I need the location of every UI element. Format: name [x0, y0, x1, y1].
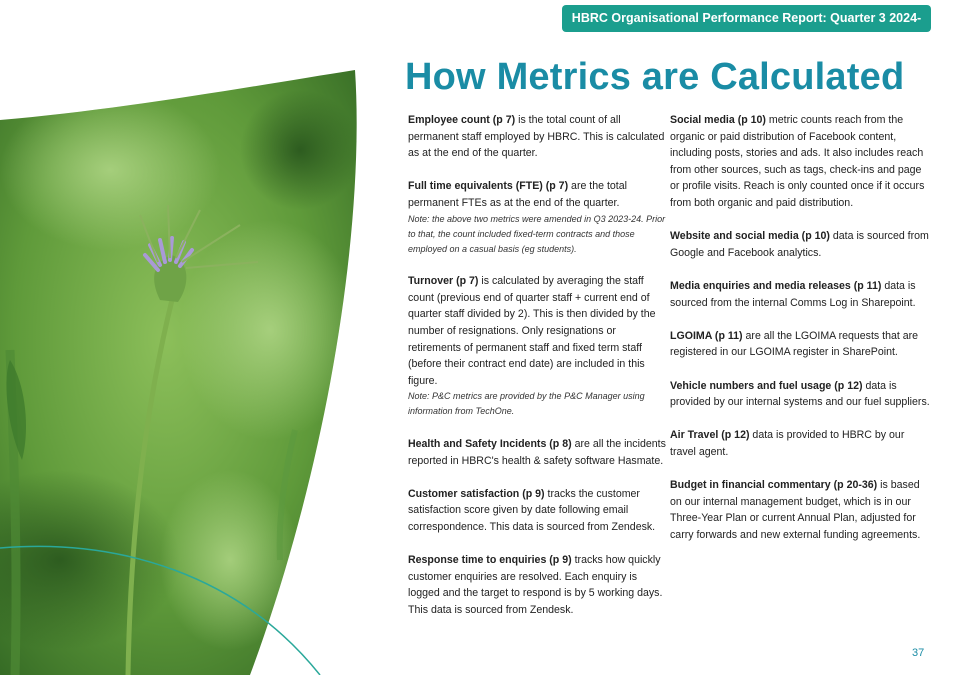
metric-entry-fte: [408, 178, 666, 256]
metric-entry-health-safety: [408, 436, 666, 469]
metric-entry-website-social: [670, 228, 932, 261]
page-title: How Metrics are Calculated: [405, 56, 905, 98]
metric-term: Air Travel (p 12): [670, 429, 750, 442]
metric-term: Website and social media (p 10): [670, 230, 830, 243]
metric-term: Health and Safety Incidents (p 8): [408, 437, 572, 450]
metric-description: is calculated by averaging the staff count (previous end of quarter staff + current end of quarter staff divided by 2). This is then divided by the number of resignations. Only resignations or retirements of permanent staff and fixed term staff (before their contract end date) are included in this figure.: [408, 275, 656, 387]
metric-description: tracks the customer satisfaction score given by date following email correspondence. This data is sourced from Zendesk.: [408, 487, 656, 533]
metric-description: data is provided by our internal systems and our fuel suppliers.: [670, 379, 930, 409]
left-column: [408, 112, 666, 635]
page-number: 37: [912, 647, 925, 659]
metric-entry-response-time: [408, 552, 666, 618]
metric-description: are all the LGOIMA requests that are registered in our LGOIMA register in SharePoint.: [670, 329, 919, 359]
metric-term: Media enquiries and media releases (p 11): [670, 279, 882, 292]
metric-description: metric counts reach from the organic or paid distribution of Facebook content, including posts, stories and ads. It also includes reach from other sources, such as tags, check-ins and page or profile visits. Reach is only counted once if it occurs from both organic and paid distribution.: [670, 114, 925, 209]
metric-note: Note: the above two metrics were amended in Q3 2023-24. Prior to that, the count included fixed-term contracts and those employed on a casual basis (eg students).: [408, 213, 666, 254]
metric-term: Vehicle numbers and fuel usage (p 12): [670, 379, 863, 392]
right-column: [670, 112, 932, 560]
metric-term: Employee count (p 7): [408, 114, 516, 126]
metric-entry-turnover: [408, 273, 666, 419]
metric-term: Social media (p 10): [670, 114, 766, 126]
metric-description: data is sourced from the internal Comms Log in Sharepoint.: [670, 279, 916, 309]
metric-term: Full time equivalents (FTE) (p 7): [408, 180, 569, 193]
metric-description: are the total permanent FTEs as at the end of the quarter.: [408, 180, 628, 209]
metric-term: Customer satisfaction (p 9): [408, 487, 545, 500]
metric-term: Turnover (p 7): [408, 275, 479, 288]
metric-entry-media-enquiries: [670, 278, 932, 311]
metric-note: Note: P&C metrics are provided by the P&C Manager using information from TechOne.: [408, 391, 645, 417]
metric-description: data is provided to HBRC by our travel agent.: [670, 429, 905, 458]
metric-entry-employee-count: [408, 112, 666, 162]
metric-term: LGOIMA (p 11): [670, 329, 743, 342]
metric-description: are all the incidents reported in HBRC's health & safety software Hasmate.: [408, 437, 666, 467]
metric-term: Budget in financial commentary (p 20-36): [670, 479, 878, 492]
metric-description: is the total count of all permanent staff employed by HBRC. This is calculated as at the end of the quarter.: [408, 114, 665, 160]
metric-entry-lgoima: [670, 328, 932, 361]
metric-entry-vehicle-fuel: [670, 378, 932, 411]
report-header-badge: HBRC Organisational Performance Report: Quarter 3 2024-2025: [562, 5, 931, 32]
metric-entry-budget: [670, 477, 932, 543]
metric-entry-air-travel: [670, 427, 932, 460]
metric-description: data is sourced from Google and Facebook analytics.: [670, 230, 929, 259]
metric-description: is based on our internal management budget, which is in our Three-Year Plan or current Annual Plan, adjusted for carry forwards and new external funding agreements.: [670, 479, 921, 541]
metric-description: tracks how quickly customer enquiries are resolved. Each enquiry is logged and the target to respond is by 5 working days. This data is sourced from Zendesk.: [408, 554, 663, 616]
metric-term: Response time to enquiries (p 9): [408, 554, 572, 567]
metric-entry-social-media: [670, 112, 932, 212]
metric-entry-customer-satisfaction: [408, 486, 666, 536]
